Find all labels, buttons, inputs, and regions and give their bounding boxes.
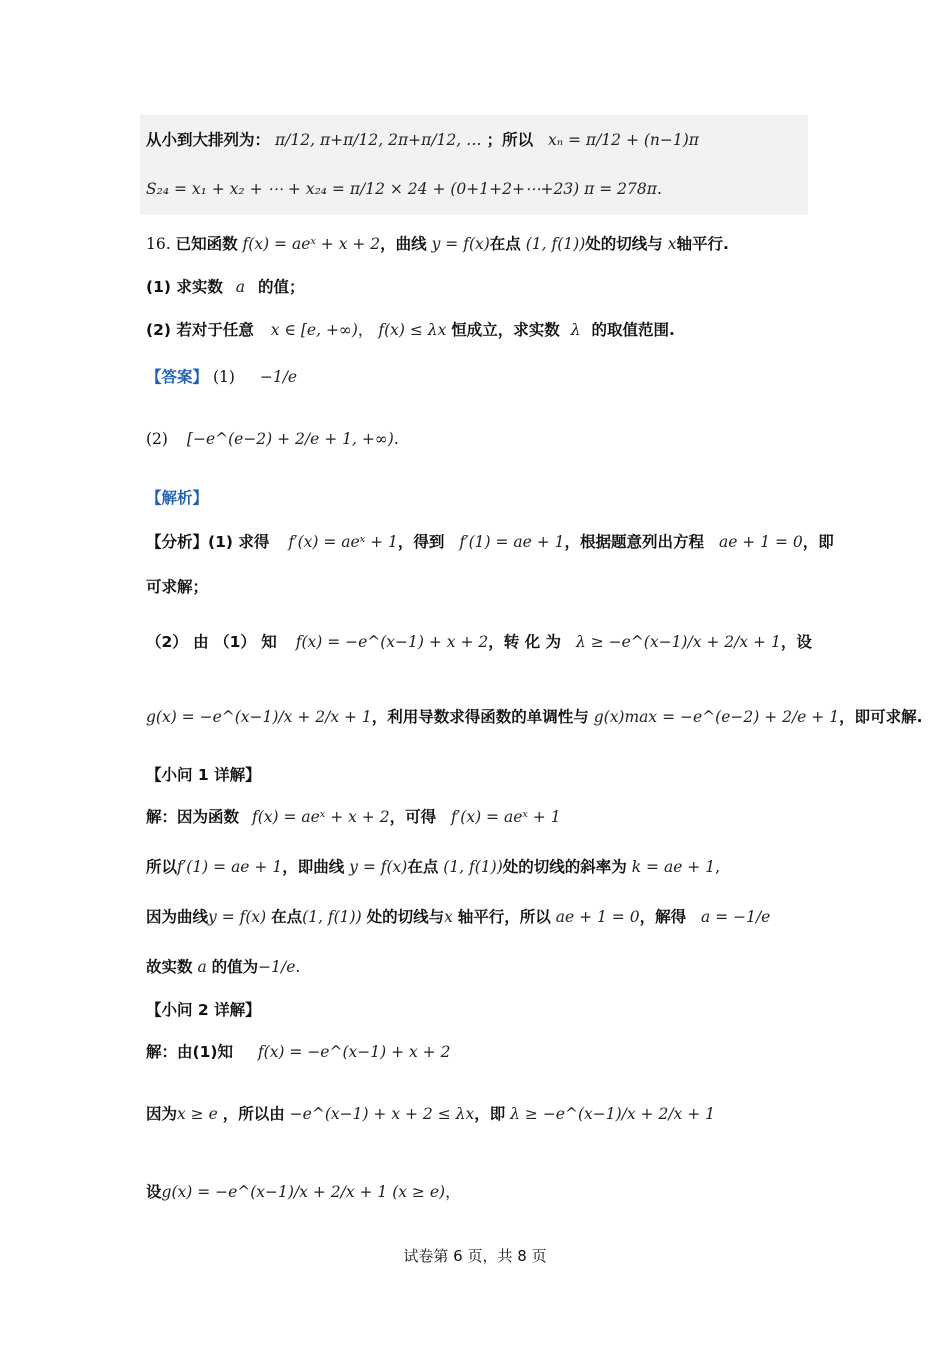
analysis-line-1: 【分析】(1) 求得 f′(x) = aeˣ + 1，得到 f′(1) = ae + 1，根据题意列出方程 ae + 1 = 0，即: [146, 533, 834, 551]
sub1-line-2: 所以f′(1) = ae + 1，即曲线 y = f(x)在点 (1, f(1))处的切线的斜率为 k = ae + 1,: [146, 858, 721, 876]
problem-statement: 16. 已知函数 f(x) = aeˣ + x + 2，曲线 y = f(x)在点 (1, f(1))处的切线与 x轴平行.: [146, 235, 729, 253]
shaded-line-2: S₂₄ = x₁ + x₂ + ⋯ + x₂₄ = π/12 × 24 + (0+1+2+⋯+23) π = 278π.: [146, 180, 662, 198]
question-2: (2) 若对于任意 x ∈ [e, +∞)， f(x) ≤ λx 恒成立，求实数 λ 的取值范围.: [146, 321, 675, 339]
answer-2: (2) [−e^(e−2) + 2/e + 1, +∞).: [146, 430, 399, 448]
sub1-line-4: 故实数 a 的值为−1/e.: [146, 958, 301, 976]
sub2-line-3: 设g(x) = −e^(x−1)/x + 2/x + 1 (x ≥ e)，: [146, 1183, 461, 1201]
analysis-line-2: 可求解；: [146, 578, 209, 596]
sub1-line-3: 因为曲线y = f(x) 在点(1, f(1)) 处的切线与x 轴平行，所以 ae + 1 = 0，解得 a = −1/e: [146, 908, 771, 926]
sub1-line-1: 解：因为函数 f(x) = aeˣ + x + 2，可得 f′(x) = aeˣ + 1: [146, 808, 561, 826]
analysis-heading: 【解析】: [146, 489, 209, 507]
sub2-line-2: 因为x ≥ e ，所以由 −e^(x−1) + x + 2 ≤ λx，即 λ ≥ −e^(x−1)/x + 2/x + 1: [146, 1105, 715, 1123]
answer-1: 【答案】 (1) −1/e: [146, 368, 298, 386]
shaded-line-1: 从小到大排列为： π/12, π+π/12, 2π+π/12, … ；所以 xₙ = π/12 + (n−1)π: [146, 131, 699, 149]
sub2-title: 【小问 2 详解】: [146, 1001, 261, 1019]
page-footer: 试卷第 6 页，共 8 页: [403, 1247, 547, 1265]
analysis-line-4: g(x) = −e^(x−1)/x + 2/x + 1，利用导数求得函数的单调性与 g(x)max = −e^(e−2) + 2/e + 1，即可求解.: [146, 708, 923, 726]
question-1: (1) 求实数 a 的值；: [146, 278, 305, 296]
sub1-title: 【小问 1 详解】: [146, 766, 261, 784]
sub2-line-1: 解：由(1)知 f(x) = −e^(x−1) + x + 2: [146, 1043, 451, 1061]
analysis-line-3: （2） 由 （1） 知 f(x) = −e^(x−1) + x + 2，转 化 为 λ ≥ −e^(x−1)/x + 2/x + 1，设: [146, 633, 812, 651]
